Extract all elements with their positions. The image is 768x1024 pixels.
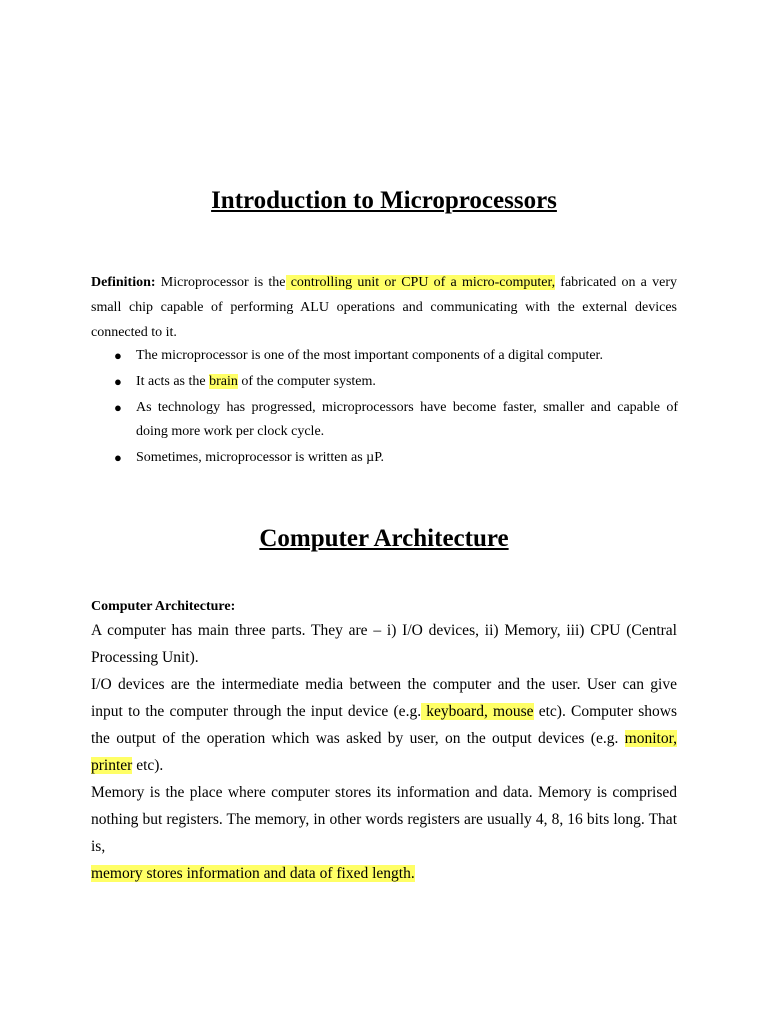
bullet-dot-icon: ● xyxy=(114,450,122,465)
bullet-dot-icon: ● xyxy=(114,374,122,389)
bullet-item xyxy=(114,446,678,470)
architecture-paragraph-io xyxy=(91,671,677,779)
bullet-text-post: of the computer system. xyxy=(237,374,376,389)
architecture-label: Computer Architecture: xyxy=(91,599,236,614)
memory-text: Memory is the place where computer stores its information and data. Memory is comprised nothing but registers. The memory, in other words registers are usually 4, 8, 16 bits long. That is, xyxy=(91,784,677,855)
io-highlight-output-devices: monitor, printer xyxy=(91,730,677,774)
definition-text-post: fabricated on a very small chip capable of performing ALU operations and communicating with the external devices connected to it. xyxy=(91,275,677,340)
bullet-dot-icon: ● xyxy=(114,400,122,415)
io-text-b: etc). Computer shows the output of the operation which was asked by user, on the output devices (e.g. xyxy=(91,703,677,747)
bullet-text: It acts as the xyxy=(136,374,210,389)
io-highlight-input-devices: keyboard, mouse xyxy=(421,703,534,720)
architecture-paragraph-parts: A computer has main three parts. They are – i) I/O devices, ii) Memory, iii) CPU (Central Processing Unit). xyxy=(91,622,677,666)
memory-highlight: memory stores information and data of fixed length. xyxy=(91,865,415,882)
bullet-highlight: brain xyxy=(209,374,238,389)
io-text-c: etc). xyxy=(132,757,164,774)
section-title-computer-architecture: Computer Architecture xyxy=(259,525,509,552)
bullet-text: Sometimes, microprocessor is written as µP. xyxy=(136,450,384,465)
bullet-item xyxy=(114,370,678,394)
architecture-paragraph-memory xyxy=(91,779,677,887)
definition-label: Definition: xyxy=(91,275,156,290)
io-text-a: I/O devices are the intermediate media between the computer and the user. User can give input to the computer through the input device (e.g. xyxy=(91,676,677,720)
bullet-list xyxy=(0,344,678,472)
bullet-item xyxy=(114,344,678,368)
bullet-text: As technology has progressed, microprocessors have become faster, smaller and capable of doing more work per clock cycle. xyxy=(136,400,678,439)
bullet-item xyxy=(114,396,678,444)
section-title-introduction: Introduction to Microprocessors xyxy=(211,187,557,214)
architecture-body xyxy=(91,617,677,887)
definition-text-pre: Microprocessor is the xyxy=(155,275,286,290)
definition-paragraph xyxy=(91,270,677,345)
bullet-dot-icon: ● xyxy=(114,348,122,363)
bullet-text: The microprocessor is one of the most important components of a digital computer. xyxy=(136,348,603,363)
definition-highlight: controlling unit or CPU of a micro-computer, xyxy=(285,275,556,290)
